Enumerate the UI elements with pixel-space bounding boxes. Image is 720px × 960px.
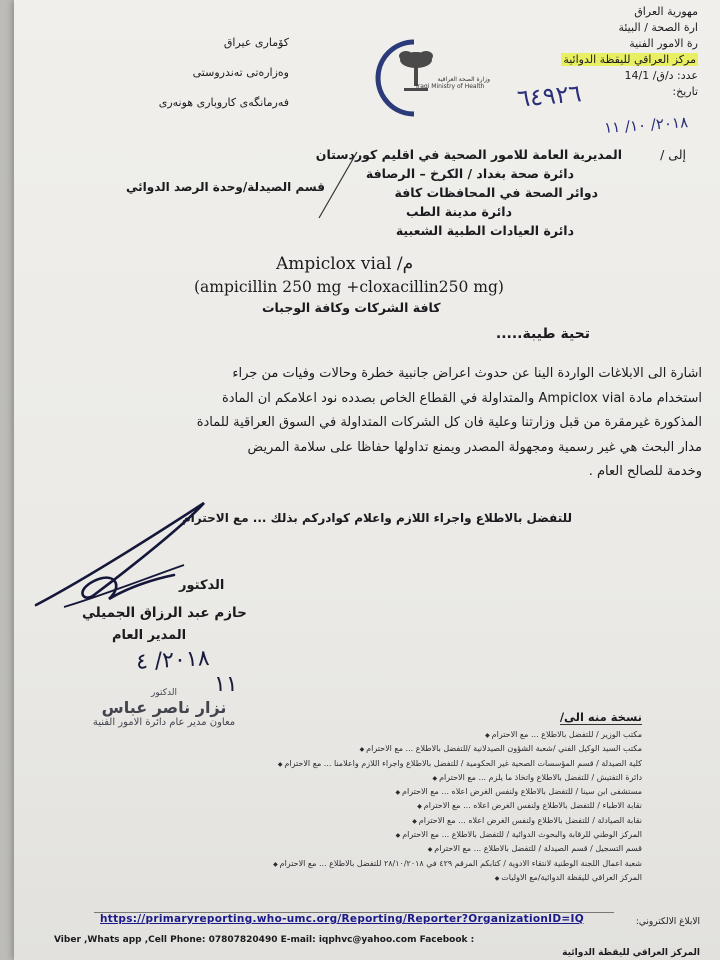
signatory-title: الدكتور [179,578,225,593]
recipient-line: دائرة صحة بغداد / الكرخ – الرصافة [365,166,574,181]
stamp-name: نزار ناصر عباس [101,698,227,717]
cc-item: المركز العراقي لليقظة الدوائية/مع الاوليات ◆ [172,871,642,885]
header-date-label: تاريخ: [672,85,698,98]
recipient-line: دوائر الصحة في المحافظات كافة [394,185,598,200]
header-kurdish [129,28,289,118]
stamp-role: معاون مدير عام دائرة الامور الفنية [92,717,236,728]
body-line: مدار البحث هي غير رسمية ومجهولة المصدر ويمنع تداولها حفاظا على سلامة المريض [247,439,702,455]
signatory-role: المدير العام [112,628,187,643]
reporting-url-link[interactable]: https://primaryreporting.who-umc.org/Reporting/Reporter?OrganizationID=IQ [100,913,584,925]
cc-item: شعبة اعمال اللجنة الوطنية لانتقاء الادوية / كتابكم المرقم ٤٢٩ في ٢٨/١٠/٢٠١٨ للتفضل بالاطلاع ... مع الاحترام ◆ [172,857,642,871]
letter-page [14,0,720,960]
logo-caption-en: Iraqi Ministry of Health [416,83,485,90]
handwritten-date: ٢٠١٨/ ١٠/ ١١ [603,113,689,137]
facebook-page-name: المركز العراقي لليقظة الدوائية [562,948,700,958]
cc-list [172,728,642,885]
copy-to-heading: نسخة منه الى/ [559,710,642,724]
body-line: المذكورة غيرمقرة من قبل وزارتنا وعلية فان كل الشركات المتداولة في السوق العراقية للمادة [196,415,702,430]
handwritten-signature-day: ١١ [214,672,238,697]
header-number-label: عدد: د/ق/ 14/1 [624,69,698,82]
cc-item: نقابة الاطباء / للتفضل بالاطلاع ولنفس الغرض اعلاه ... مع الاحترام ◆ [172,799,642,813]
handwritten-signature-date: ٢٠١٨/ ٤ [135,646,211,675]
kurdish-line-directorate: فەرمانگەی كاروباری هونەری [158,96,289,109]
kurdish-line-country: كۆماری عیراق [223,36,289,49]
kurdish-line-ministry: وەزارەتی تەندروستی [192,66,289,79]
letter-body [62,362,702,485]
logo-caption [416,76,490,90]
header-line-directorate: رة الامور الفنية [629,37,698,50]
cc-item: مستشفى ابن سينا / للتفضل بالاطلاع ولنفس الغرض اعلاه ... مع الاحترام ◆ [172,785,642,799]
header-line-ministry: ارة الصحة / البيئة [618,21,698,34]
cc-item: مكتب السيد الوكيل الفني /شعبة الشؤون الصيدلانية /للتفضل بالاطلاع ... مع الاحترام ◆ [172,742,642,756]
department-name: قسم الصيدلة/وحدة الرصد الدوائي [126,180,325,194]
subject-scope: كافة الشركات وكافة الوجبات [262,300,441,315]
handwritten-reference-number: ٦٤٩٢٦ [515,79,583,113]
body-line: اشارة الى الابلاغات الواردة الينا عن حدوث اعراض جانبية خطرة وحالات وفيات من جراء [232,366,702,381]
to-label: إلى / [660,147,686,162]
cc-item: المركز الوطني للرقابة والبحوث الدوائية / للتفضل بالاطلاع ... مع الاحترام ◆ [172,828,642,842]
body-line: وخدمة للصالح العام . [588,464,702,479]
official-stamp [64,688,264,728]
cc-item: كلية الصيدلة / قسم المؤسسات الصحية غير الحكومية / للتفضل بالاطلاع واجراء اللازم واعلامنا ... مع الاحترام ◆ [172,757,642,771]
recipient-line: دائرة العيادات الطبية الشعبية [395,223,574,238]
cc-item: قسم التسجيل / قسم الصيدلة / للتفضل بالاطلاع ... مع الاحترام ◆ [172,842,642,856]
signatory-name: حازم عبد الرزاق الجميلي [82,605,247,621]
greeting: تحية طيبة..... [495,326,590,342]
electronic-reporting-label: الابلاغ الالكتروني: [635,917,700,927]
subject-composition: (ampicillin 250 mg +cloxacillin250 mg) [194,278,504,296]
recipient-line: دائرة مدينة الطب [406,204,512,219]
header-highlight-center: مركز العراقي لليقظة الدوائية [563,53,696,66]
closing-request: للتفضل بالاطلاع واجراء اللازم واعلام كوادركم بذلك ... مع الاحترام [181,511,572,525]
cc-item: مكتب الوزير / للتفضل بالاطلاع ... مع الاحترام ◆ [172,728,642,742]
cc-item: دائرة التفتيش / للتفضل بالاطلاع واتخاذ ما يلزم ... مع الاحترام ◆ [172,771,642,785]
header-line-country: مهورية العراق [634,5,698,18]
subject-drug-name: Ampiclox vial /م [276,254,414,274]
contact-line: Viber ,Whats app ,Cell Phone: 07807820490 E-mail: iqphvc@yahoo.com Facebook : [54,935,475,945]
recipient-line: المديرية العامة للامور الصحية في اقليم كوردستان [315,147,622,162]
cc-item: نقابة الصيادلة / للتفضل بالاطلاع ولنفس الغرض اعلاه ... مع الاحترام ◆ [172,814,642,828]
body-line: استخدام مادة Ampiclox vial والمتداولة في القطاع الخاص بصدده نود اعلامكم ان المادة [221,390,702,406]
logo-caption-ar: وزارة الصحة العراقية [437,76,490,83]
stamp-title: الدكتور [151,688,177,698]
